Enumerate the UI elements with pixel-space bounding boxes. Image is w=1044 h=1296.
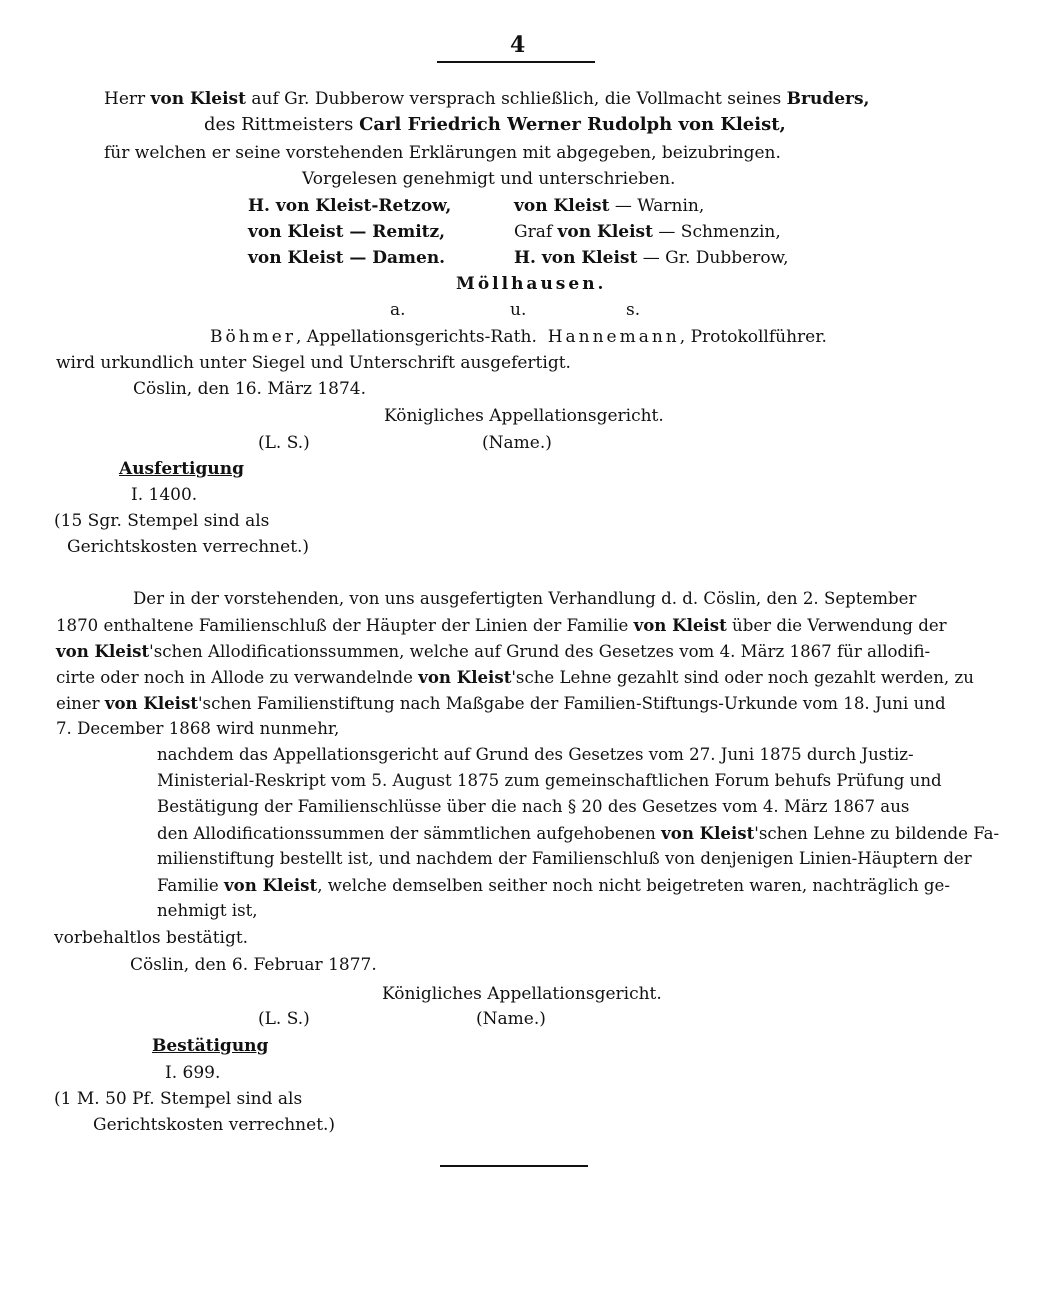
text-run: 7. December 1868 wird nunmehr, xyxy=(56,719,340,738)
para1-line-6 xyxy=(56,718,339,740)
text-run: den Allodificationssummen der sämmtlichen aufgehobenen xyxy=(157,824,662,843)
read-approved-signed: Vorgelesen genehmigt und unterschrieben. xyxy=(302,169,676,189)
para1-line-3 xyxy=(56,640,930,663)
para2-line-3 xyxy=(157,796,909,818)
doc-type-bestaetigung: Bestätigung xyxy=(152,1036,269,1056)
aus-a: a. xyxy=(390,300,406,320)
para2-line-4 xyxy=(157,822,999,845)
para2-line-7 xyxy=(157,900,258,922)
text-run: Bestätigung der Familienschlüsse über die nach § 20 des Gesetzes vom 4. März 1867 aus xyxy=(157,797,910,816)
bold-run: H. von Kleist xyxy=(514,248,638,268)
page-number: 4 xyxy=(510,32,526,58)
doc-type-ausfertigung: Ausfertigung xyxy=(119,459,245,479)
signatory-moellhausen: Möllhausen. xyxy=(456,274,607,294)
text-run: 'sche Lehne gezahlt sind oder noch gezahlt werden, zu xyxy=(511,668,974,687)
text-run: des Rittmeisters xyxy=(204,114,360,135)
confirmed-line: vorbehaltlos bestätigt. xyxy=(54,928,249,948)
bold-run: von Kleist xyxy=(56,641,150,661)
text-run: Familie xyxy=(157,876,225,895)
text-run: nehmigt ist, xyxy=(157,901,258,920)
text-run: 'schen Lehne zu bildende Fa- xyxy=(754,824,1000,843)
name-placeholder-1: (Name.) xyxy=(482,433,552,453)
protocol-line-3: für welchen er seine vorstehenden Erklärungen mit abgegeben, beizubringen. xyxy=(104,143,781,163)
bold-run: von Kleist xyxy=(514,196,610,216)
court-name-2: Königliches Appellationsgericht. xyxy=(382,984,662,1004)
text-run: cirte oder noch in Allode zu verwandelnde xyxy=(56,668,419,687)
fee-note-1-line-2: Gerichtskosten verrechnet.) xyxy=(67,537,310,557)
text-run: Herr xyxy=(104,89,151,109)
aus-s: s. xyxy=(626,300,641,320)
bold-run: von Kleist xyxy=(418,667,512,687)
text-run: — Gr. Dubberow, xyxy=(637,248,789,268)
hannemann-title: , Protokollführer. xyxy=(679,327,827,347)
bold-run: von Kleist xyxy=(557,222,653,242)
aus-u: u. xyxy=(510,300,527,320)
text-run: — Schmenzin, xyxy=(652,222,781,242)
para1-line-1 xyxy=(133,588,916,610)
fee-note-1-line-1: (15 Sgr. Stempel sind als xyxy=(54,511,270,531)
signatory-left-1: H. von Kleist-Retzow, xyxy=(248,196,452,216)
bold-run: Bruders, xyxy=(786,89,870,109)
certified-line: wird urkundlich unter Siegel und Unterschrift ausgefertigt. xyxy=(56,353,571,373)
bold-run: von Kleist xyxy=(633,615,727,635)
text-run: Der in der vorstehenden, von uns ausgefertigten Verhandlung d. d. Cöslin, den 2. September xyxy=(133,589,917,608)
bold-run: von Kleist xyxy=(150,89,246,109)
para1-line-2 xyxy=(56,614,947,637)
doc-number-2: I. 699. xyxy=(165,1063,221,1083)
text-run: einer xyxy=(56,694,105,713)
boehmer-title: , Appellationsgerichts-Rath. xyxy=(295,327,537,347)
seal-1: (L. S.) xyxy=(258,433,310,453)
signatory-right-3 xyxy=(514,247,789,269)
name-placeholder-2: (Name.) xyxy=(476,1009,546,1029)
footer-rule xyxy=(440,1165,588,1167)
signatory-right-2 xyxy=(514,221,781,243)
hannemann-name: Hannemann xyxy=(547,327,680,347)
bold-run: Carl Friedrich Werner Rudolph von Kleist, xyxy=(359,114,786,135)
signatory-right-1 xyxy=(514,195,704,217)
para2-line-5 xyxy=(157,848,972,870)
official-signatures xyxy=(210,326,827,348)
text-run: über die Verwendung der xyxy=(726,616,947,635)
fee-note-2-line-1: (1 M. 50 Pf. Stempel sind als xyxy=(54,1089,303,1109)
doc-number-1: I. 1400. xyxy=(131,485,198,505)
fee-note-2-line-2: Gerichtskosten verrechnet.) xyxy=(93,1115,336,1135)
text-run: , welche demselben seither noch nicht beigetreten waren, nachträglich ge- xyxy=(317,876,950,895)
text-run: Ministerial-Reskript vom 5. August 1875 zum gemeinschaftlichen Forum behufs Prüfung und xyxy=(157,771,942,790)
text-run: auf Gr. Dubberow versprach schließlich, die Vollmacht seines xyxy=(245,89,787,109)
text-run: 'schen Allodificationssummen, welche auf Grund des Gesetzes vom 4. März 1867 für allodifi- xyxy=(149,642,931,661)
bold-run: von Kleist xyxy=(104,693,198,713)
text-run: — Warnin, xyxy=(609,196,705,216)
header-rule xyxy=(437,61,595,63)
place-date-1877: Cöslin, den 6. Februar 1877. xyxy=(130,955,377,975)
para2-line-6 xyxy=(157,874,950,897)
text-run: Graf xyxy=(514,222,558,242)
signatory-left-3: von Kleist — Damen. xyxy=(248,248,446,268)
place-date-1874: Cöslin, den 16. März 1874. xyxy=(133,379,367,399)
boehmer-name: Böhmer xyxy=(210,327,296,347)
text-run: 'schen Familienstiftung nach Maßgabe der Familien-Stiftungs-Urkunde vom 18. Juni und xyxy=(198,694,946,713)
text-run: nachdem das Appellationsgericht auf Grund des Gesetzes vom 27. Juni 1875 durch Justiz- xyxy=(157,745,914,764)
para1-line-4 xyxy=(56,666,974,689)
bold-run: von Kleist xyxy=(224,875,318,895)
bold-run: von Kleist xyxy=(661,823,755,843)
court-name-1: Königliches Appellationsgericht. xyxy=(384,406,664,426)
signatory-left-2: von Kleist — Remitz, xyxy=(248,222,446,242)
para2-line-2 xyxy=(157,770,942,792)
seal-2: (L. S.) xyxy=(258,1009,310,1029)
text-run: milienstiftung bestellt ist, und nachdem der Familienschluß von denjenigen Linien-Häuptern der xyxy=(157,849,972,868)
text-run: 1870 enthaltene Familienschluß der Häupter der Linien der Familie xyxy=(56,616,634,635)
para1-line-5 xyxy=(56,692,946,715)
para2-line-1 xyxy=(157,744,914,766)
protocol-line-1 xyxy=(104,88,869,110)
protocol-line-2 xyxy=(204,114,786,136)
